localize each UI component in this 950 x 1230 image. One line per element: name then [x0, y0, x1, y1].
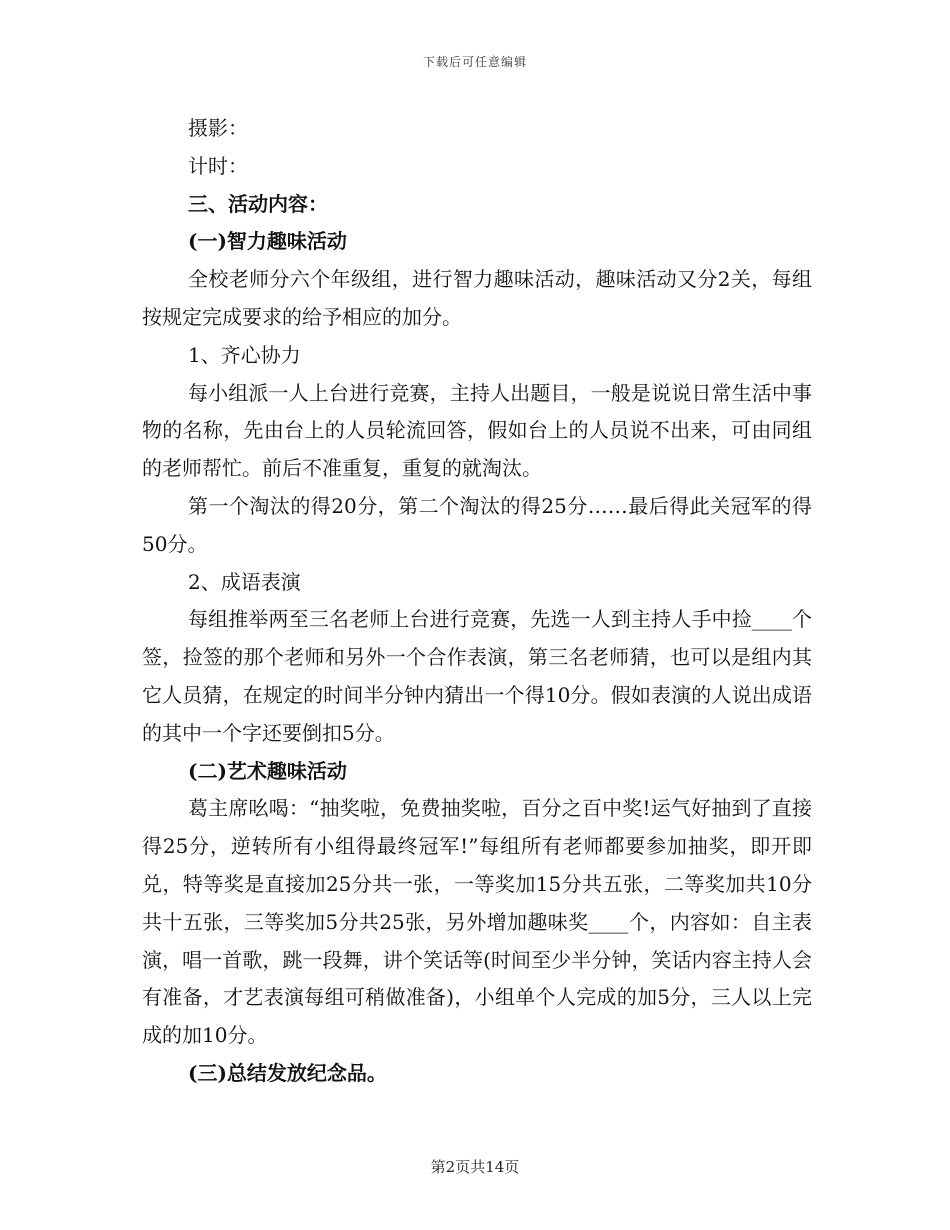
paragraph-idiom-acting-rules: 每组推举两至三名老师上台进行竞赛，先选一人到主持人手中捡____个签，捡签的那个老师和另外一个合作表演，第三名老师猜，也可以是组内其它人员猜，在规定的时间半分钟内猜出一个得10分。假如表演的人说出成语的其中一个字还要倒扣5分。: [142, 607, 812, 745]
paragraph-intellectual-intro: 全校老师分六个年级组，进行智力趣味活动，趣味活动又分2关，每组按规定完成要求的给予相应的加分。: [142, 267, 812, 329]
subsection-title-intellectual: (一)智力趣味活动: [188, 229, 347, 254]
page-header-note: 下载后可任意编辑: [422, 55, 527, 69]
page-footer-number: 第2页共14页: [430, 1158, 520, 1176]
section-title-activity-content: 三、活动内容：: [188, 191, 328, 216]
document-body: [142, 110, 812, 1093]
line-timer: 计时：: [188, 153, 248, 178]
line-photography: 摄影：: [188, 116, 248, 140]
paragraph-art-lottery: 葛主席吆喝：“抽奖啦，免费抽奖啦，百分之百中奖!运气好抽到了直接得25分，逆转所有小组得最终冠军!”每组所有老师都要参加抽奖，即开即兑，特等奖是直接加25分共一张，一等奖加15分共五张，二等奖加共10分共十五张，三等奖加5分共25张，另外增加趣味奖____个，内容如：自主表演，唱一首歌，跳一段舞，讲个笑话等(时间至少半分钟，笑话内容主持人会有准备，才艺表演每组可稍做准备)，小组单个人完成的加5分，三人以上完成的加10分。: [142, 796, 812, 1048]
subsection-title-summary: (三)总结发放纪念品。: [188, 1060, 387, 1085]
paragraph-teamwork-rules: 每小组派一人上台进行竞赛，主持人出题目，一般是说说日常生活中事物的名称，先由台上的人员轮流回答，假如台上的人员说不出来，可由同组的老师帮忙。前后不准重复，重复的就淘汰。: [142, 380, 812, 481]
item-title-teamwork: 1、齐心协力: [188, 342, 301, 367]
paragraph-teamwork-scoring: 第一个淘汰的得20分，第二个淘汰的得25分……最后得此关冠军的得50分。: [142, 493, 812, 556]
item-title-idiom-acting: 2、成语表演: [188, 569, 301, 594]
subsection-title-art: (二)艺术趣味活动: [188, 758, 347, 783]
